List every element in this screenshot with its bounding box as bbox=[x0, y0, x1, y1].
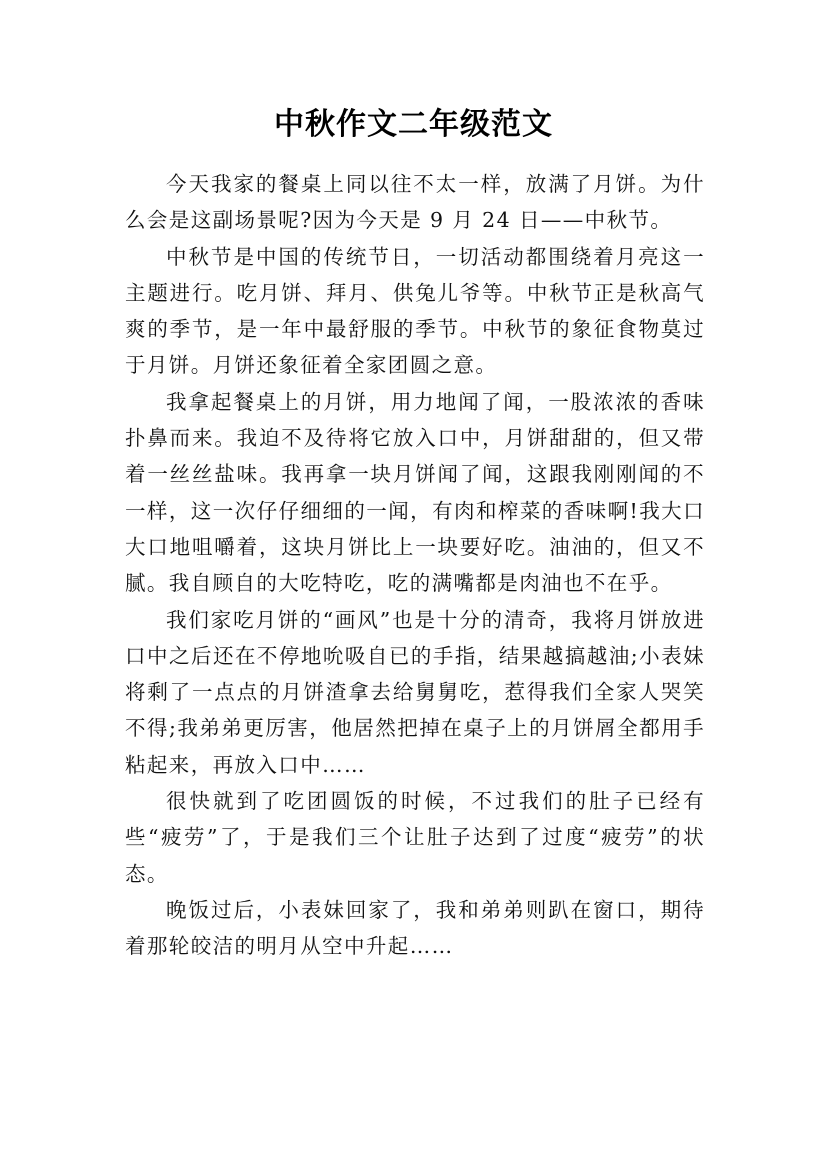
paragraph: 晚饭过后，小表妹回家了，我和弟弟则趴在窗口，期待着那轮皎洁的明月从空中升起…… bbox=[125, 897, 705, 959]
document-body bbox=[125, 166, 705, 965]
document-title: 中秋作文二年级范文 bbox=[274, 107, 553, 142]
paragraph: 很快就到了吃团圆饭的时候，不过我们的肚子已经有些“疲劳”了，于是我们三个让肚子达到了过度“疲劳”的状态。 bbox=[125, 789, 705, 886]
paragraph: 我们家吃月饼的“画风”也是十分的清奇，我将月饼放进口中之后还在不停地吮吸自已的手指，结果越搞越油;小表妹将剩了一点点的月饼渣拿去给舅舅吃，惹得我们全家人哭笑不得;我弟弟更厉害，他居然把掉在桌子上的月饼屑全都用手粘起来，再放入口中…… bbox=[125, 607, 705, 777]
paragraph: 中秋节是中国的传统节日，一切活动都围绕着月亮这一主题进行。吃月饼、拜月、供兔儿爷等。中秋节正是秋高气爽的季节，是一年中最舒服的季节。中秋节的象征食物莫过于月饼。月饼还象征着全家团圆之意。 bbox=[125, 244, 705, 378]
paragraph: 今天我家的餐桌上同以往不太一样，放满了月饼。为什么会是这副场景呢?因为今天是 9 月 24 日——中秋节。 bbox=[125, 172, 705, 233]
paragraph: 我拿起餐桌上的月饼，用力地闻了闻，一股浓浓的香味扑鼻而来。我迫不及待将它放入口中，月饼甜甜的，但又带着一丝丝盐味。我再拿一块月饼闻了闻，这跟我刚刚闻的不一样，这一次仔仔细细的一闻，有肉和榨菜的香味啊!我大口大口地咀嚼着，这块月饼比上一块要好吃。油油的，但又不腻。我自顾自的大吃特吃，吃的满嘴都是肉油也不在乎。 bbox=[125, 389, 705, 596]
